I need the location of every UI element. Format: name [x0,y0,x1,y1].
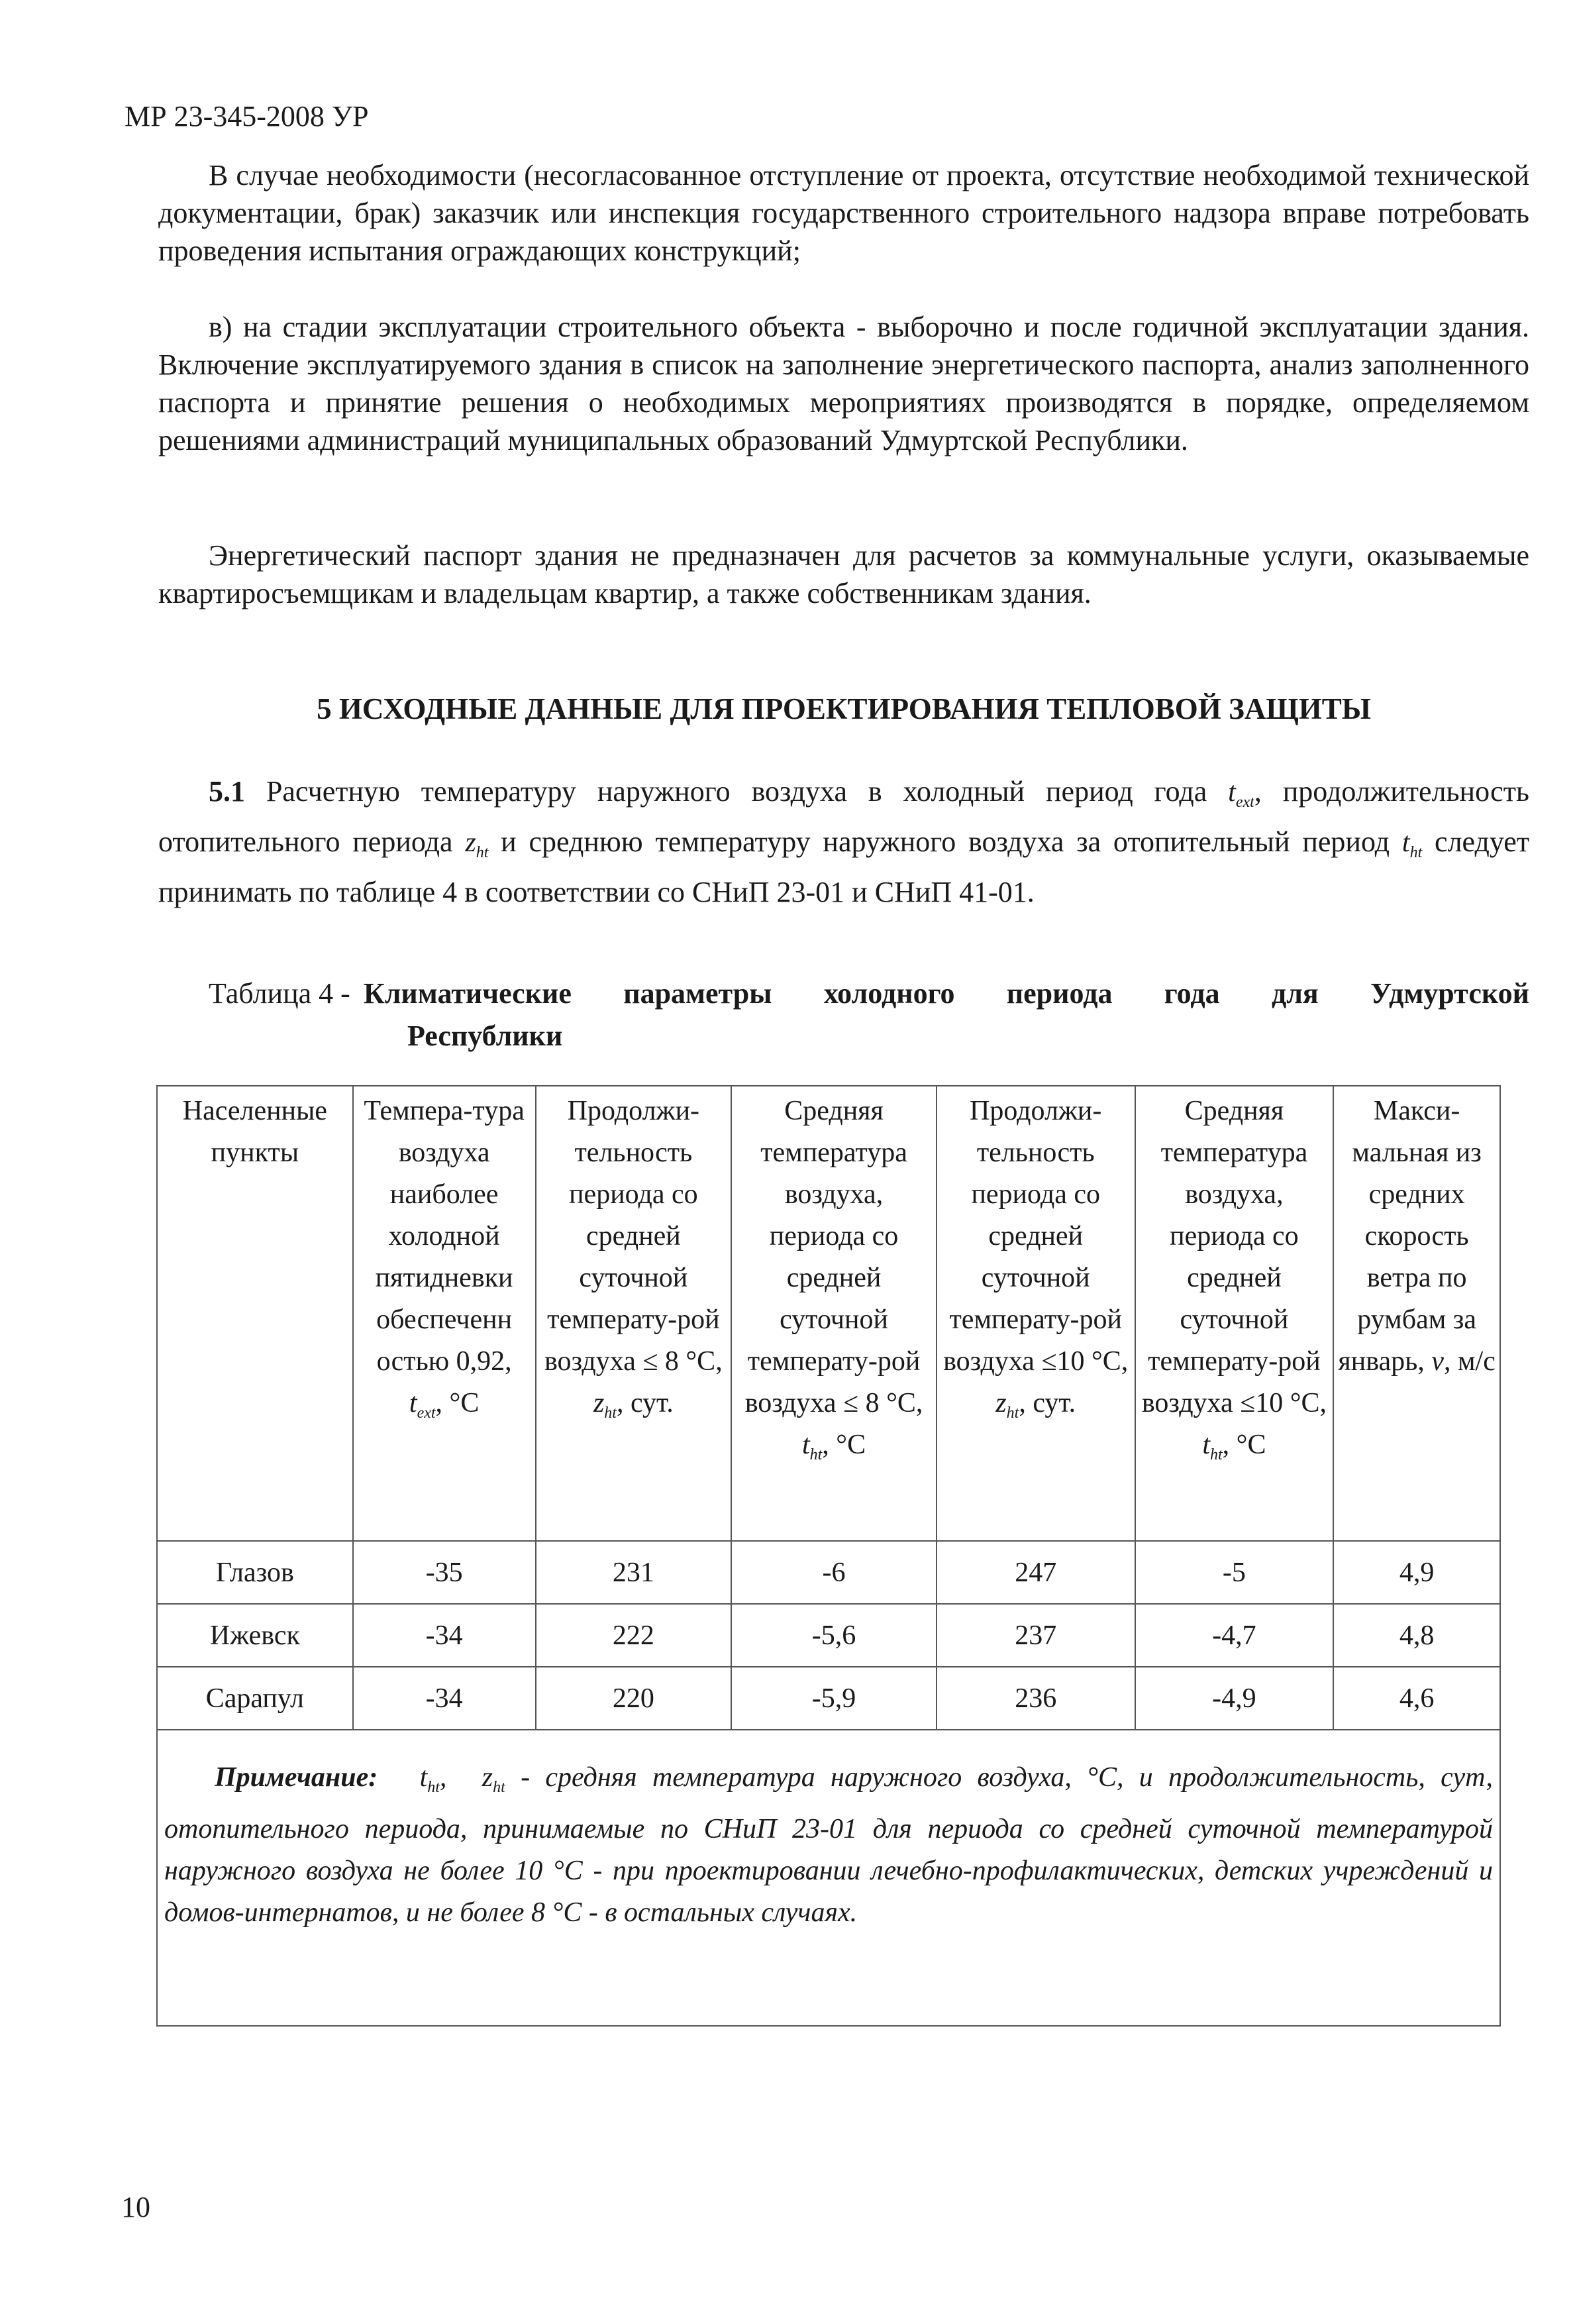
item-text-3: и среднюю температуру наружного воздуха за отопительный период [501,825,1390,858]
cell-city: Ижевск [157,1604,353,1667]
table-row [157,1667,1500,1730]
header-duration-10: Продолжи-тельность периода со средней суточной температу-рой воздуха ≤10 °С, $z_{ht}$, сут. [937,1086,1135,1541]
item-number: 5.1 [209,775,245,808]
header-wind-speed: Макси-мальная из средних скорость ветра по румбам за январь, ν, м/с [1333,1086,1500,1541]
item-text-2: , продолжительность отопительного периода [158,775,1529,858]
cell-z10: 237 [937,1604,1135,1667]
caption-title-line1: Климатические параметры холодного периода года для Удмуртской [363,977,1529,1010]
header-coldest-five-day-temp: Темпера-тура воздуха наиболее холодной пятидневки обеспеченн остью 0,92, $t_{ext}$, °С [353,1086,536,1541]
cell-z8: 231 [536,1541,732,1604]
item-text-4: следует принимать по таблице 4 в соответствии со СНиП 23-01 и СНиП 41-01. [158,825,1530,908]
table-row [157,1604,1500,1667]
cell-city: Глазов [157,1541,353,1604]
table-row [157,1541,1500,1604]
paragraph-testing: В случае необходимости (несогласованное отступление от проекта, отсутствие необходимой технической документации, брак) заказчик или инспекция государственного строительного надзора вправе потребовать проведения испытания ограждающих конструкций; [158,159,1529,267]
header-mean-temp-10: Средняя температура воздуха, периода со средней суточной температу-рой воздуха ≤10 °С, $t_{ht}$, °С [1135,1086,1334,1541]
table-caption [209,973,1529,1057]
t-ht-symbol: $t_{ht}$ [1401,827,1423,861]
cell-t8: -5,9 [731,1667,937,1730]
table-note: Примечание: $t_{ht}$, $z_{ht}$ - средняя температура наружного воздуха, °С, и продолжительность, сут, отопительного периода, принимаемые по СНиП 23-01 для периода со средней суточной температурой наружного воздуха не более 10 °С - при проектировании лечебно-профилактических, детских учреждений и домов-интернатов, и не более 8 °С - в остальных случаях. [157,1730,1500,2026]
cell-city: Сарапул [157,1667,353,1730]
t-ext-symbol: $t_{ext}$ [1228,777,1254,811]
section-item-5-1 [158,772,1529,912]
page-number: 10 [121,2191,150,2223]
header-mean-temp-8: Средняя температура воздуха, периода со средней суточной температу-рой воздуха ≤ 8 °С, $t_{ht}$, °С [731,1086,937,1541]
table-note-row [157,1730,1500,2026]
cell-t-ext: -34 [353,1604,536,1667]
climate-table [156,1085,1501,2027]
note-title: Примечание: [215,1762,378,1793]
cell-t10: -4,7 [1135,1604,1334,1667]
section-heading: 5 ИСХОДНЫЕ ДАННЫЕ ДЛЯ ПРОЕКТИРОВАНИЯ ТЕПЛОВОЙ ЗАЩИТЫ [317,692,1371,725]
paragraph-passport-note: Энергетический паспорт здания не предназначен для расчетов за коммунальные услуги, оказываемые квартиросъемщикам и владельцам квартир, а также собственникам здания. [158,539,1529,609]
caption-title-line2: Республики [407,1020,563,1052]
cell-t10: -4,9 [1135,1667,1334,1730]
item-text-1: Расчетную температуру наружного воздуха в холодный период года [266,775,1207,808]
cell-z10: 247 [937,1541,1135,1604]
cell-z10: 236 [937,1667,1135,1730]
cell-wind: 4,8 [1333,1604,1500,1667]
table-header-row [157,1086,1500,1541]
cell-t10: -5 [1135,1541,1334,1604]
cell-z8: 220 [536,1667,732,1730]
caption-prefix: Таблица 4 - [209,977,350,1010]
note-text: - средняя температура наружного воздуха, °С, и продолжительность, сут, отопительного периода, принимаемые по СНиП 23-01 для периода со средней суточной температурой наружного воздуха не более 10 °С - при проектировании лечебно-профилактических, детских учреждений и домов-интернатов, и не более 8 °С - в остальных случаях. [164,1762,1494,1928]
cell-z8: 222 [536,1604,732,1667]
cell-t-ext: -35 [353,1541,536,1604]
cell-wind: 4,9 [1333,1541,1500,1604]
cell-t-ext: -34 [353,1667,536,1730]
header-settlements: Населенные пункты [157,1086,353,1541]
cell-t8: -5,6 [731,1604,937,1667]
cell-wind: 4,6 [1333,1667,1500,1730]
z-ht-symbol: $z_{ht}$ [465,827,489,861]
header-duration-8: Продолжи-тельность периода со средней суточной температу-рой воздуха ≤ 8 °С, $z_{ht}$, сут. [536,1086,732,1541]
cell-t8: -6 [731,1541,937,1604]
document-code: МР 23-345-2008 УР [125,100,369,132]
paragraph-operation-stage: в) на стадии эксплуатации строительного объекта - выборочно и после годичной эксплуатации здания. Включение эксплуатируемого здания в список на заполнение энергетического паспорта, анализ заполненного паспорта и принятие решения о необходимых мероприятиях производятся в порядке, определяемом решениями администраций муниципальных образований Удмуртской Республики. [158,311,1529,456]
